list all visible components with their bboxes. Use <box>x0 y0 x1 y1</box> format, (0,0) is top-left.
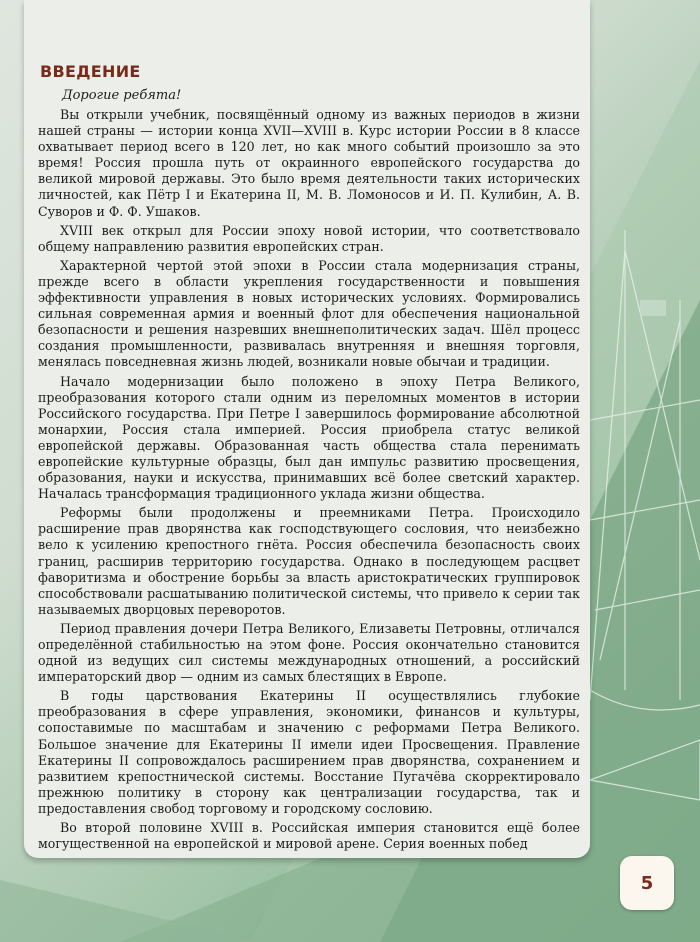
paragraph: XVIII век открыл для России эпоху новой истории, что соответствовало общему направлению развития европейских стран. <box>38 222 580 254</box>
text-card <box>24 0 590 858</box>
paragraph: Реформы были продолжены и преемниками Петра. Происходило расширение прав дворянства как господствующего сословия, что неизбежно вело к усилению крепостного гнёта. Россия обеспечила безопасность своих границ, расширив территорию государства. Однако в последующем расцвет фаворитизма и обострение борьбы за власть аристократических группировок способствовали расшатыванию политической системы, что привело к серии так называемых дворцовых переворотов. <box>38 505 580 617</box>
text-content <box>38 62 580 855</box>
paragraph: Вы открыли учебник, посвящённый одному из важных периодов в жизни нашей страны — истории конца XVII—XVIII в. Курс истории России в 8 классе охватывает период всего в 120 лет, но как много событий произошло за это время! Россия прошла путь от окраинного европейского государства до великой мировой державы. Это было время деятельности таких исторических личностей, как Пётр I и Екатерина II, М. В. Ломоносов и И. П. Кулибин, А. В. Суворов и Ф. Ф. Ушаков. <box>38 107 580 219</box>
greeting: Дорогие ребята! <box>62 88 182 103</box>
paragraph: Период правления дочери Петра Великого, Елизаветы Петровны, отличался определённой стабильностью на этом фоне. Россия окончательно становится одной из ведущих сил системы международных отношений, а российский императорский двор — одним из самых блестящих в Европе. <box>38 620 580 685</box>
paragraph: Характерной чертой этой эпохи в России стала модернизация страны, прежде всего в области укрепления государственности и повышения эффективности управления в новых исторических условиях. Формировались сильная современная армия и военный флот для обеспечения национальной безопасности и решения назревших внешнеполитических задач. Шёл процесс создания промышленности, развивалась внутренняя и внешняя торговля, менялась повседневная жизнь людей, возникали новые обычаи и традиции. <box>38 257 580 370</box>
section-heading: ВВЕДЕНИЕ <box>40 62 141 81</box>
paragraph: В годы царствования Екатерины II осуществлялись глубокие преобразования в сфере управления, экономики, финансов и культуры, сопоставимые по масштабам и значению с реформами Петра Великого. Большое значение для Екатерины II имели идеи Просвещения. Правление Екатерины II сопровождалось расширением прав дворянства, сохранением и развитием крепостнической системы. Восстание Пугачёва скорректировало прежнюю политику в сторону как централизации государства, так и предоставления свобод торговому и городскому сословию. <box>38 688 580 816</box>
paragraph: Во второй половине XVIII в. Российская империя становится ещё более могущественной на европейской и мировой арене. Серия военных побед <box>38 820 580 852</box>
page-number: 5 <box>620 856 674 910</box>
paragraph: Начало модернизации было положено в эпоху Петра Великого, преобразования которого стали одним из переломных моментов в истории Российского государства. При Петре I завершилось формирование абсолютной монархии, Россия стала империей. Россия приобрела статус великой европейской державы. Образованная часть общества стала перенимать европейские культурные образцы, был дан импульс развитию просвещения, образования, науки и искусства, принимавших всё более светский характер. Началась трансформация традиционного уклада жизни общества. <box>38 373 580 502</box>
